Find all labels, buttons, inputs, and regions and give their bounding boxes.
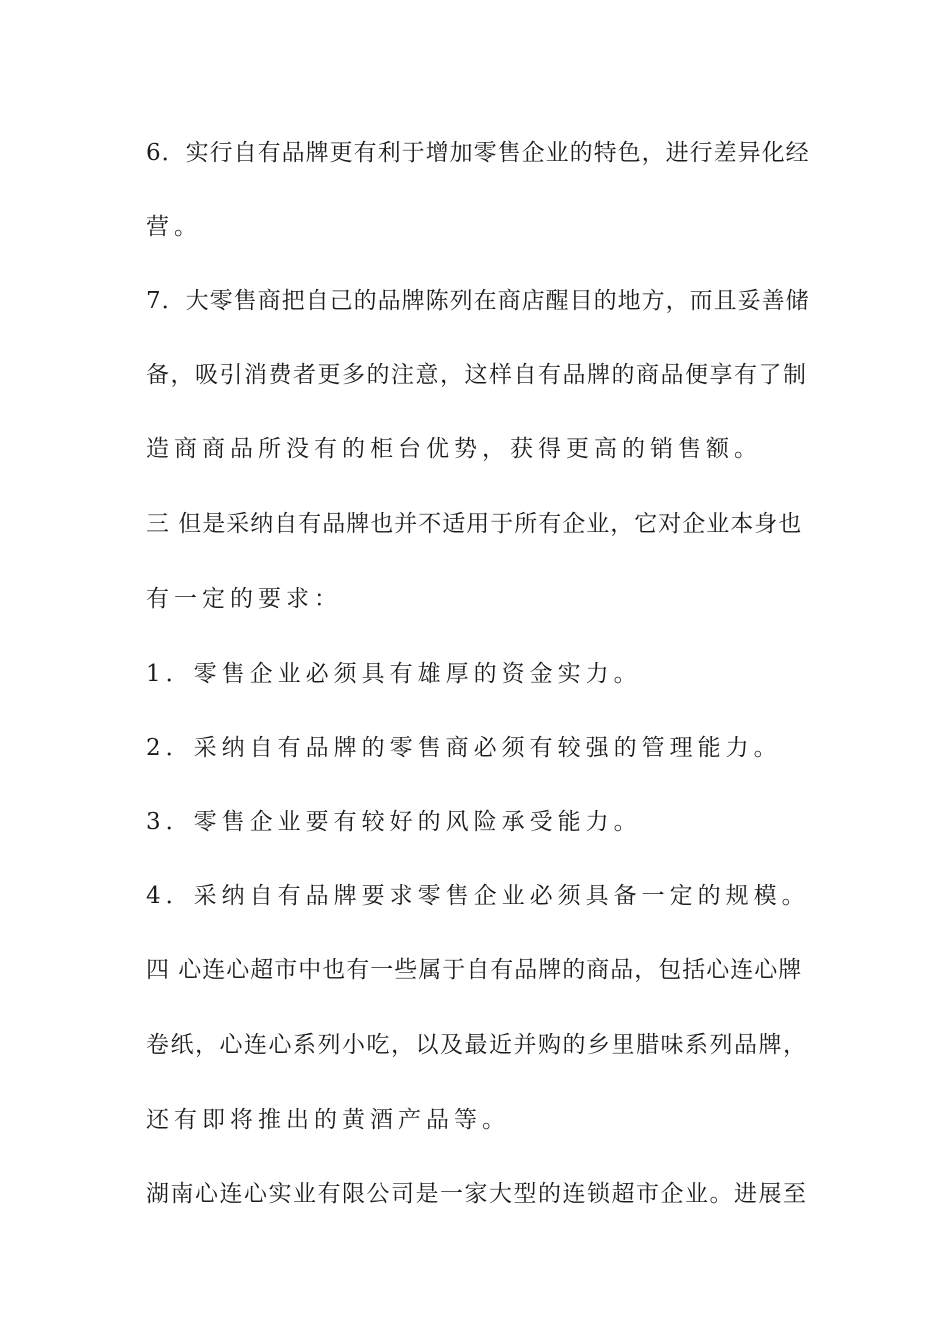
text-line: 有一定的要求： (146, 586, 342, 612)
text-line: 1．零售企业必须具有雄厚的资金实力。 (146, 661, 642, 687)
text-line: 7．大零售商把自己的品牌陈列在商店醒目的地方，而且妥善储 (146, 288, 810, 314)
text-line: 三 但是采纳自有品牌也并不适用于所有企业，它对企业本身也 (146, 511, 803, 537)
text-line: 四 心连心超市中也有一些属于自有品牌的商品，包括心连心牌 (146, 957, 803, 983)
text-line: 造商商品所没有的柜台优势，获得更高的销售额。 (146, 436, 762, 462)
text-line: 营。 (146, 214, 202, 240)
text-line: 6．实行自有品牌更有利于增加零售企业的特色，进行差异化经 (146, 140, 810, 166)
text-line: 4．采纳自有品牌要求零售企业必须具备一定的规模。 (146, 883, 810, 909)
text-line: 还有即将推出的黄酒产品等。 (146, 1107, 510, 1133)
text-line: 备，吸引消费者更多的注意，这样自有品牌的商品便享有了制 (146, 362, 808, 388)
text-line: 2．采纳自有品牌的零售商必须有较强的管理能力。 (146, 735, 782, 761)
text-line: 湖南心连心实业有限公司是一家大型的连锁超市企业。进展至 (146, 1181, 808, 1207)
text-line: 卷纸，心连心系列小吃，以及最近并购的乡里腊味系列品牌， (146, 1032, 808, 1058)
text-line: 3．零售企业要有较好的风险承受能力。 (146, 809, 642, 835)
